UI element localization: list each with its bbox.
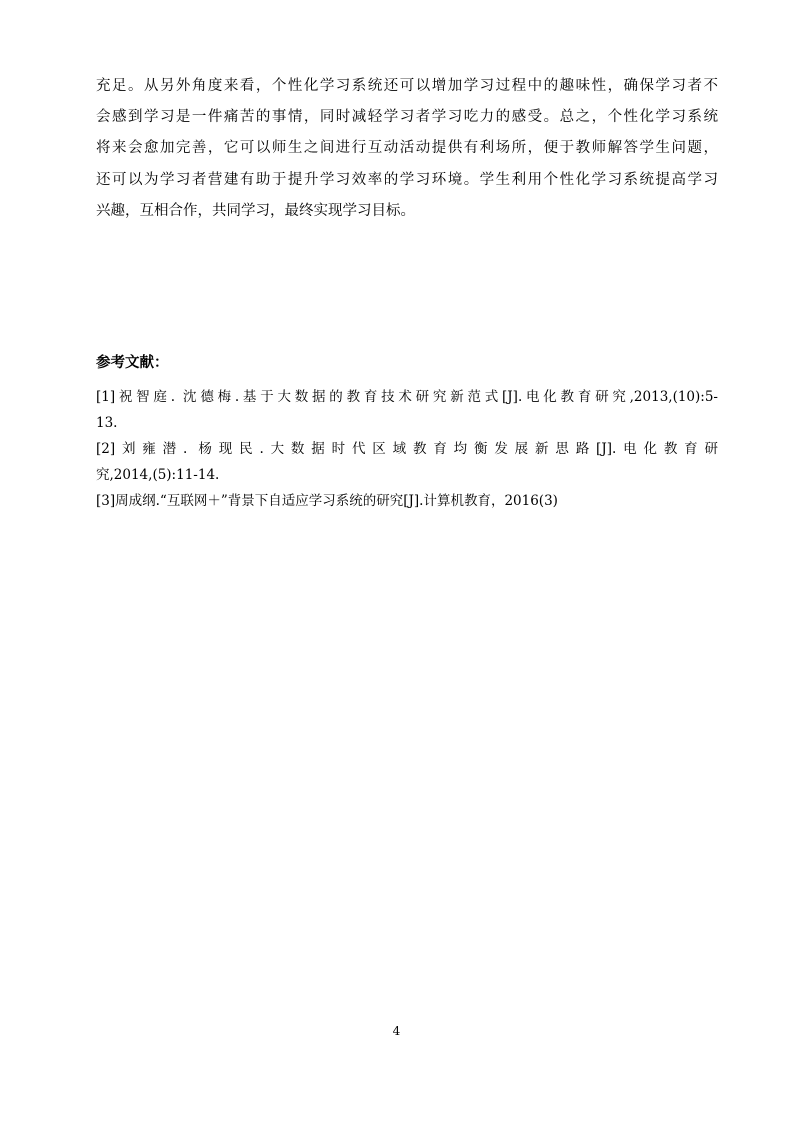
references-heading: 参考文献： xyxy=(96,355,169,371)
reference-line: 13. xyxy=(96,415,118,431)
paragraph-line: 充足。从另外角度来看，个性化学习系统还可以增加学习过程中的趣味性，确保学习者不 xyxy=(96,78,718,94)
reference-item xyxy=(96,384,718,436)
references-list xyxy=(96,384,718,514)
reference-line: [1]祝智庭. 沈德梅.基于大数据的教育技术研究新范式[J].电化教育研究,2013,(10):5- xyxy=(96,389,718,405)
paragraph-line: 会感到学习是一件痛苦的事情，同时减轻学习者学习吃力的感受。总之，个性化学习系统 xyxy=(96,109,718,126)
paragraph-line: 还可以为学习者营建有助于提升学习效率的学习环境。学生利用个性化学习系统提高学习 xyxy=(96,171,718,188)
reference-line: 究,2014,(5):11-14. xyxy=(96,467,220,483)
reference-item xyxy=(96,436,718,488)
reference-line: [3]周成纲.“互联网＋”背景下自适应学习系统的研究[J].计算机教育，2016(3) xyxy=(96,493,558,509)
paragraph-line: 将来会愈加完善，它可以师生之间进行互动活动提供有利场所，便于教师解答学生问题， xyxy=(96,140,718,157)
body-paragraph xyxy=(96,71,718,227)
reference-line: [2]刘雍潜. 杨现民.大数据时代区域教育均衡发展新思路[J].电化教育研 xyxy=(96,441,718,457)
paragraph-line: 兴趣，互相合作，共同学习，最终实现学习目标。 xyxy=(96,202,415,219)
reference-item xyxy=(96,488,718,514)
page-number: 4 xyxy=(392,1024,401,1038)
